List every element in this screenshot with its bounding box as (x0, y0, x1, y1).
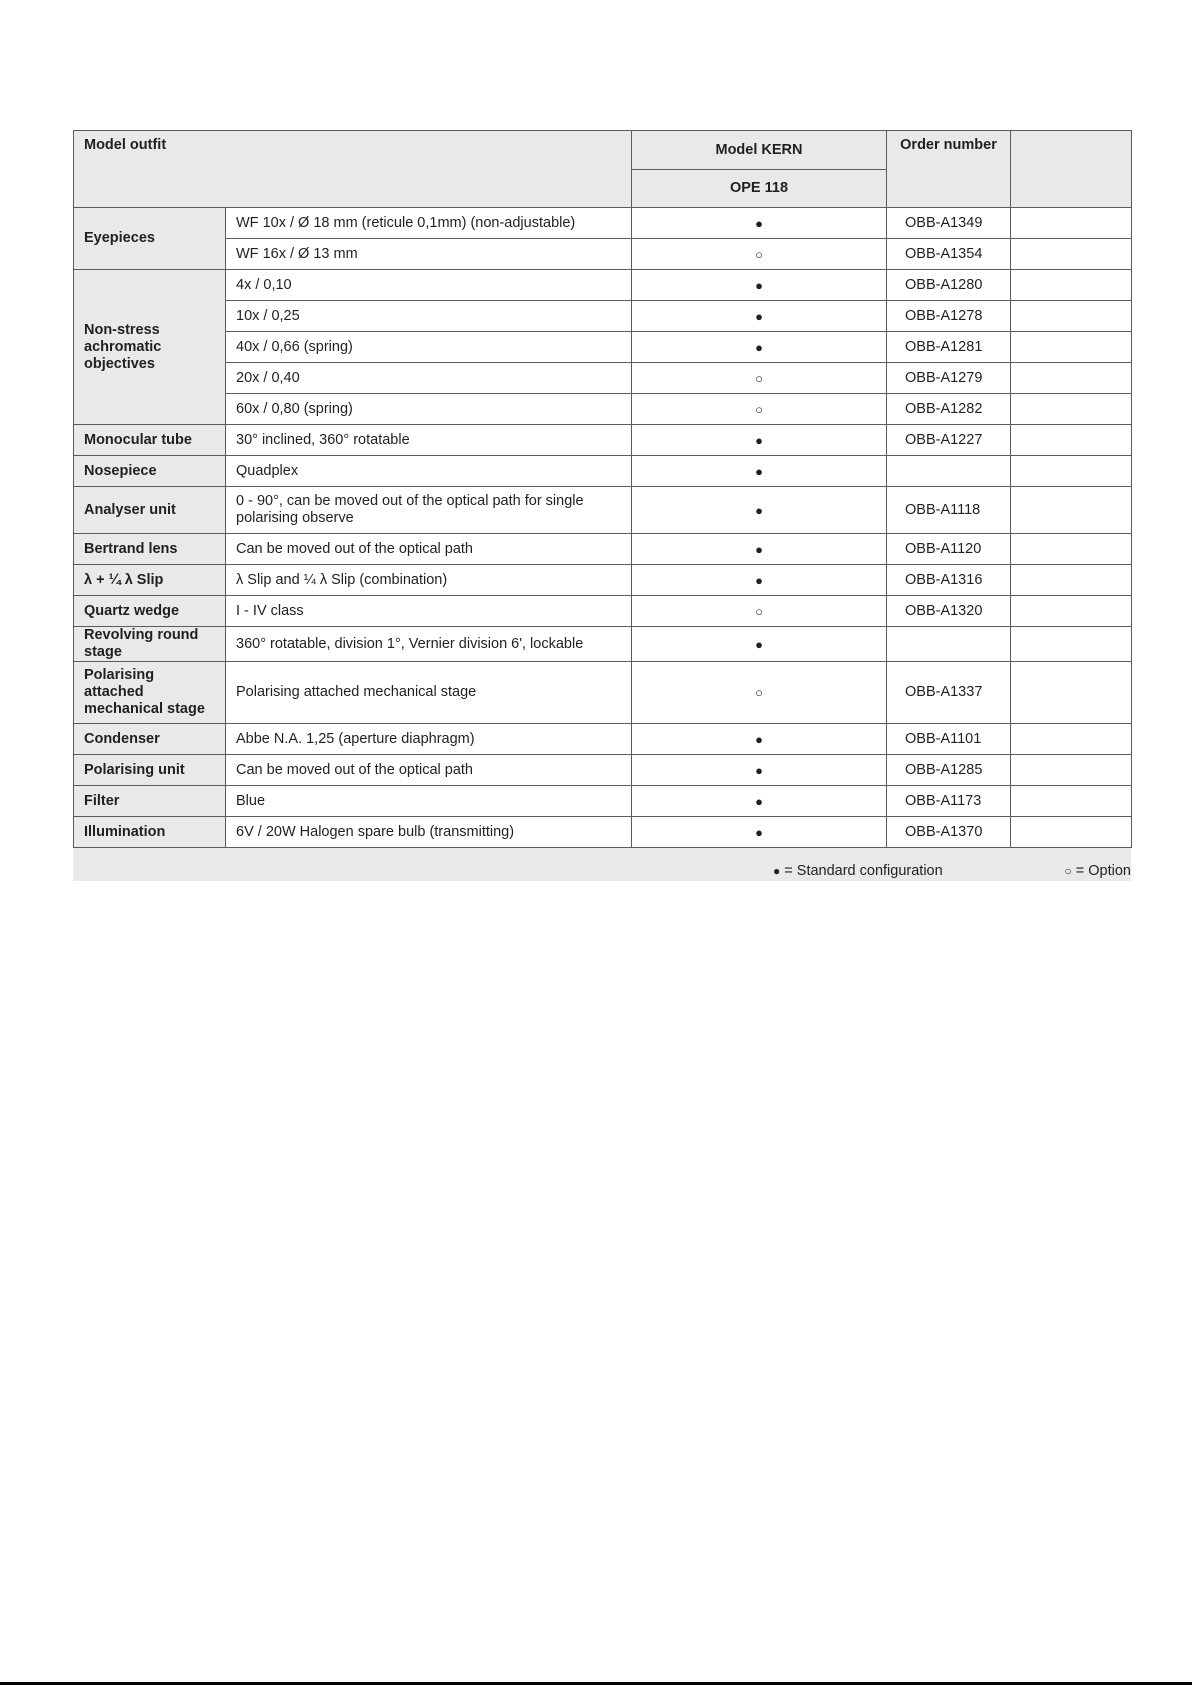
blank-cell (1011, 456, 1132, 487)
category-cell: Bertrand lens (74, 534, 226, 565)
category-cell: Condenser (74, 724, 226, 755)
description-cell: 0 - 90°, can be moved out of the optical path for single polarising observe (226, 487, 632, 534)
description-cell: 10x / 0,25 (226, 301, 632, 332)
table-row (74, 425, 1132, 456)
blank-cell (1011, 596, 1132, 627)
config-mark-cell: ● (632, 425, 887, 456)
description-cell: I - IV class (226, 596, 632, 627)
category-cell: Polarising attached mechanical stage (74, 662, 226, 724)
spec-table-body (74, 208, 1132, 848)
order-number-cell: OBB-A1354 (887, 239, 1011, 270)
description-cell: 30° inclined, 360° rotatable (226, 425, 632, 456)
header-model-kern: Model KERN (632, 131, 887, 170)
config-mark-cell: ○ (632, 363, 887, 394)
config-mark-cell: ○ (632, 596, 887, 627)
order-number-cell (887, 456, 1011, 487)
category-cell: Revolving round stage (74, 627, 226, 662)
category-cell: Polarising unit (74, 755, 226, 786)
blank-cell (1011, 270, 1132, 301)
legend-option-label: = Option (1071, 863, 1131, 879)
description-cell: Quadplex (226, 456, 632, 487)
spec-table (73, 130, 1132, 848)
header-model-outfit: Model outfit (74, 131, 632, 208)
config-mark-cell: ○ (632, 239, 887, 270)
table-row (74, 332, 1132, 363)
description-cell: Polarising attached mechanical stage (226, 662, 632, 724)
blank-cell (1011, 817, 1132, 848)
description-cell: Abbe N.A. 1,25 (aperture diaphragm) (226, 724, 632, 755)
description-cell: 360° rotatable, division 1°, Vernier division 6', lockable (226, 627, 632, 662)
config-mark-cell: ● (632, 270, 887, 301)
table-row (74, 596, 1132, 627)
table-row (74, 270, 1132, 301)
table-row (74, 817, 1132, 848)
config-mark-cell: ● (632, 627, 887, 662)
order-number-cell (887, 627, 1011, 662)
blank-cell (1011, 301, 1132, 332)
config-mark-cell: ● (632, 755, 887, 786)
table-row (74, 301, 1132, 332)
header-blank-cell (1011, 131, 1132, 208)
spec-table-area (73, 130, 1131, 881)
table-row (74, 724, 1132, 755)
description-cell: λ Slip and ¼ λ Slip (combination) (226, 565, 632, 596)
category-cell: Nosepiece (74, 456, 226, 487)
category-cell: Monocular tube (74, 425, 226, 456)
description-cell: Can be moved out of the optical path (226, 755, 632, 786)
category-cell: Filter (74, 786, 226, 817)
header-model-name: OPE 118 (632, 170, 887, 208)
blank-cell (1011, 487, 1132, 534)
table-row (74, 565, 1132, 596)
blank-cell (1011, 627, 1132, 662)
option-circle-icon: ○ (1064, 864, 1072, 878)
config-mark-cell: ● (632, 565, 887, 596)
table-row (74, 363, 1132, 394)
order-number-cell: OBB-A1316 (887, 565, 1011, 596)
description-cell: WF 10x / Ø 18 mm (reticule 0,1mm) (non-adjustable) (226, 208, 632, 239)
table-row (74, 534, 1132, 565)
description-cell: 20x / 0,40 (226, 363, 632, 394)
table-row (74, 208, 1132, 239)
table-row (74, 487, 1132, 534)
order-number-cell: OBB-A1227 (887, 425, 1011, 456)
blank-cell (1011, 208, 1132, 239)
table-row (74, 786, 1132, 817)
config-mark-cell: ● (632, 208, 887, 239)
blank-cell (1011, 394, 1132, 425)
legend-standard-label: = Standard configuration (780, 863, 943, 879)
blank-cell (1011, 755, 1132, 786)
config-mark-cell: ● (632, 487, 887, 534)
blank-cell (1011, 724, 1132, 755)
table-row (74, 394, 1132, 425)
category-cell: Analyser unit (74, 487, 226, 534)
table-row (74, 627, 1132, 662)
blank-cell (1011, 565, 1132, 596)
description-cell: Blue (226, 786, 632, 817)
legend-standard (773, 863, 943, 879)
blank-cell (1011, 363, 1132, 394)
header-order-number: Order number (887, 131, 1011, 208)
table-row (74, 755, 1132, 786)
blank-cell (1011, 332, 1132, 363)
standard-dot-icon: ● (773, 864, 781, 878)
description-cell: 6V / 20W Halogen spare bulb (transmitting) (226, 817, 632, 848)
category-cell: Illumination (74, 817, 226, 848)
order-number-cell: OBB-A1173 (887, 786, 1011, 817)
table-row (74, 456, 1132, 487)
config-mark-cell: ● (632, 534, 887, 565)
blank-cell (1011, 662, 1132, 724)
table-row (74, 662, 1132, 724)
blank-cell (1011, 425, 1132, 456)
order-number-cell: OBB-A1337 (887, 662, 1011, 724)
order-number-cell: OBB-A1285 (887, 755, 1011, 786)
description-cell: 60x / 0,80 (spring) (226, 394, 632, 425)
order-number-cell: OBB-A1370 (887, 817, 1011, 848)
config-mark-cell: ● (632, 786, 887, 817)
description-cell: 40x / 0,66 (spring) (226, 332, 632, 363)
config-mark-cell: ● (632, 817, 887, 848)
config-mark-cell: ○ (632, 394, 887, 425)
order-number-cell: OBB-A1120 (887, 534, 1011, 565)
blank-cell (1011, 786, 1132, 817)
description-cell: Can be moved out of the optical path (226, 534, 632, 565)
order-number-cell: OBB-A1349 (887, 208, 1011, 239)
order-number-cell: OBB-A1280 (887, 270, 1011, 301)
order-number-cell: OBB-A1282 (887, 394, 1011, 425)
config-mark-cell: ● (632, 332, 887, 363)
description-cell: 4x / 0,10 (226, 270, 632, 301)
config-mark-cell: ● (632, 301, 887, 332)
blank-cell (1011, 239, 1132, 270)
config-mark-cell: ○ (632, 662, 887, 724)
category-cell: Non-stress achromatic objectives (74, 270, 226, 425)
category-cell: Quartz wedge (74, 596, 226, 627)
order-number-cell: OBB-A1278 (887, 301, 1011, 332)
table-row (74, 239, 1132, 270)
legend-option (1065, 863, 1132, 879)
blank-cell (1011, 534, 1132, 565)
config-mark-cell: ● (632, 456, 887, 487)
config-mark-cell: ● (632, 724, 887, 755)
category-cell: Eyepieces (74, 208, 226, 270)
order-number-cell: OBB-A1281 (887, 332, 1011, 363)
category-cell: λ + ¼ λ Slip (74, 565, 226, 596)
order-number-cell: OBB-A1320 (887, 596, 1011, 627)
legend (73, 861, 1131, 881)
description-cell: WF 16x / Ø 13 mm (226, 239, 632, 270)
order-number-cell: OBB-A1101 (887, 724, 1011, 755)
order-number-cell: OBB-A1279 (887, 363, 1011, 394)
order-number-cell: OBB-A1118 (887, 487, 1011, 534)
